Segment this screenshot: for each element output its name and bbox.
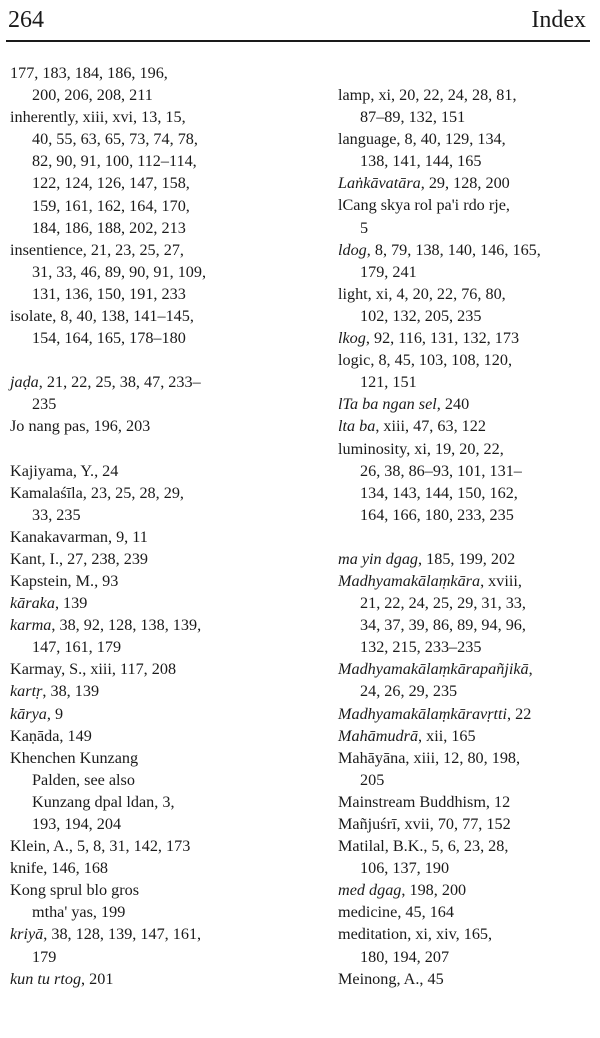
index-line: 26, 38, 86–93, 101, 131– xyxy=(360,461,522,480)
index-entry xyxy=(10,371,310,415)
index-term: lTa ba ngan sel xyxy=(338,395,437,414)
index-line: inherently, xiii, xvi, 13, 15, xyxy=(10,108,186,127)
index-line: 138, 141, 144, 165 xyxy=(360,152,482,171)
index-entry xyxy=(338,570,598,658)
index-entry xyxy=(338,172,598,194)
index-entry xyxy=(10,239,310,305)
index-entry xyxy=(338,835,598,879)
index-entry xyxy=(338,194,598,238)
index-line: insentience, 21, 23, 25, 27, xyxy=(10,240,184,259)
index-gap xyxy=(10,349,310,371)
index-term: Madhyamakālaṃkārapañjikā xyxy=(338,660,529,679)
index-line: isolate, 8, 40, 138, 141–145, xyxy=(10,307,194,326)
page-header xyxy=(0,0,600,46)
index-entry xyxy=(338,128,598,172)
index-line: Kajiyama, Y., 24 xyxy=(10,461,119,480)
index-line: logic, 8, 45, 103, 108, 120, xyxy=(338,351,513,370)
index-line: , 38, 92, 128, 138, 139, xyxy=(51,616,202,635)
index-line: , xii, 165 xyxy=(418,726,476,745)
index-column-right xyxy=(338,62,598,990)
index-entry xyxy=(338,968,598,990)
index-entry xyxy=(338,393,598,415)
index-line: Kapstein, M., 93 xyxy=(10,571,119,590)
index-line: 34, 37, 39, 86, 89, 94, 96, xyxy=(360,616,526,635)
index-line: , 139 xyxy=(54,594,88,613)
index-entry xyxy=(338,813,598,835)
index-line: 159, 161, 162, 164, 170, xyxy=(32,196,190,215)
index-term: kāraka xyxy=(10,594,55,613)
index-line: , 38, 128, 139, 147, 161, xyxy=(43,925,202,944)
index-line: language, 8, 40, 129, 134, xyxy=(338,130,506,149)
index-line: , 22 xyxy=(507,704,532,723)
index-term: ldog xyxy=(338,240,367,259)
index-line: medicine, 45, 164 xyxy=(338,903,454,922)
index-entry xyxy=(338,349,598,393)
index-entry xyxy=(10,968,310,990)
index-line: 164, 166, 180, 233, 235 xyxy=(360,505,514,524)
index-line: , 201 xyxy=(81,969,114,988)
index-line: Khenchen Kunzang xyxy=(10,748,139,767)
index-line: Jo nang pas, 196, 203 xyxy=(10,417,151,436)
index-entry xyxy=(10,415,310,437)
index-line: Kanakavarman, 9, 11 xyxy=(10,527,148,546)
index-entry xyxy=(10,923,310,967)
index-line: mtha' yas, 199 xyxy=(32,903,126,922)
index-entry xyxy=(338,747,598,791)
index-term: Madhyamakālaṃkāra xyxy=(338,571,481,590)
index-term: kun tu rtog xyxy=(10,969,82,988)
index-entry xyxy=(10,592,310,614)
index-line: 21, 22, 24, 25, 29, 31, 33, xyxy=(360,594,526,613)
index-entry xyxy=(338,548,598,570)
index-entry xyxy=(10,725,310,747)
index-line: , 21, 22, 25, 38, 47, 233– xyxy=(38,373,201,392)
index-entry xyxy=(338,415,598,437)
index-line: lamp, xi, 20, 22, 24, 28, 81, xyxy=(338,86,517,104)
index-line: Kaṇāda, 149 xyxy=(10,726,92,745)
index-line: 200, 206, 208, 211 xyxy=(32,86,153,105)
index-line: 24, 26, 29, 235 xyxy=(360,682,458,701)
index-line: 147, 161, 179 xyxy=(32,638,122,657)
index-line: 134, 143, 144, 150, 162, xyxy=(360,483,518,502)
index-line: , 9 xyxy=(46,704,64,723)
index-gap xyxy=(338,62,598,84)
index-line: , 8, 79, 138, 140, 146, 165, xyxy=(366,240,541,259)
index-line: 102, 132, 205, 235 xyxy=(360,306,482,325)
index-line: 87–89, 132, 151 xyxy=(360,108,466,127)
index-line: 180, 194, 207 xyxy=(360,947,450,966)
index-line: Mañjuśrī, xvii, 70, 77, 152 xyxy=(338,815,511,833)
index-entry xyxy=(10,879,310,923)
index-line: 131, 136, 150, 191, 233 xyxy=(32,284,186,303)
index-entry xyxy=(10,857,310,879)
page-title: Index xyxy=(531,7,586,33)
index-line: Kamalaśīla, 23, 25, 28, 29, xyxy=(10,483,184,502)
index-entry xyxy=(338,283,598,327)
index-line: , xviii, xyxy=(480,571,522,590)
index-term: jaḍa xyxy=(10,373,39,392)
index-entry xyxy=(10,658,310,680)
index-line: 179 xyxy=(32,947,57,966)
index-line: Matilal, B.K., 5, 6, 23, 28, xyxy=(338,837,509,856)
index-entry xyxy=(338,84,598,128)
index-line: 121, 151 xyxy=(360,373,417,392)
index-line: 5 xyxy=(360,218,369,237)
index-line: Klein, A., 5, 8, 31, 142, 173 xyxy=(10,837,191,856)
index-entry xyxy=(10,835,310,857)
index-line: , xiii, 47, 63, 122 xyxy=(375,417,486,436)
index-entry xyxy=(338,791,598,813)
index-line: 40, 55, 63, 65, 73, 74, 78, xyxy=(32,130,198,149)
index-line: Kant, I., 27, 238, 239 xyxy=(10,549,149,568)
index-entry xyxy=(10,460,310,482)
index-entry xyxy=(10,62,310,106)
index-line: meditation, xi, xiv, 165, xyxy=(338,925,493,944)
index-line: Meinong, A., 45 xyxy=(338,969,444,988)
index-term: kartṛ xyxy=(10,682,43,701)
index-entry xyxy=(338,725,598,747)
index-line: Karmay, S., xiii, 117, 208 xyxy=(10,660,177,679)
index-line: 235 xyxy=(32,395,57,414)
index-entry xyxy=(10,614,310,658)
index-entry xyxy=(10,548,310,570)
index-line: 106, 137, 190 xyxy=(360,859,450,878)
index-entry xyxy=(10,482,310,526)
index-entry xyxy=(338,658,598,702)
index-line: , 29, 128, 200 xyxy=(420,174,510,193)
index-line: 205 xyxy=(360,770,385,789)
index-line: Kunzang dpal ldan, 3, xyxy=(32,792,175,811)
index-line: luminosity, xi, 19, 20, 22, xyxy=(338,439,504,458)
index-line: lCang skya rol pa'i rdo rje, xyxy=(338,196,510,215)
index-line: , 38, 139 xyxy=(42,682,100,701)
index-line: 154, 164, 165, 178–180 xyxy=(32,329,186,348)
index-gap xyxy=(10,438,310,460)
index-entry xyxy=(10,703,310,725)
index-entry xyxy=(338,703,598,725)
index-line: 184, 186, 188, 202, 213 xyxy=(32,218,186,237)
index-line: 82, 90, 91, 100, 112–114, xyxy=(32,152,197,171)
index-entry xyxy=(10,106,310,239)
index-line: , 92, 116, 131, 132, 173 xyxy=(365,329,520,348)
index-line: knife, 146, 168 xyxy=(10,859,109,878)
header-rule xyxy=(6,40,590,42)
index-line: 33, 235 xyxy=(32,505,81,524)
index-column-left xyxy=(10,62,310,990)
index-line: Mahāyāna, xiii, 12, 80, 198, xyxy=(338,748,521,767)
index-gap xyxy=(338,526,598,548)
page-number: 264 xyxy=(8,7,44,33)
index-term: Laṅkāvatāra xyxy=(338,174,421,193)
index-entry xyxy=(10,570,310,592)
index-line: , 240 xyxy=(436,395,470,414)
index-entry xyxy=(10,747,310,835)
index-line: 31, 33, 46, 89, 90, 91, 109, xyxy=(32,262,207,281)
index-entry xyxy=(338,327,598,349)
index-line: 193, 194, 204 xyxy=(32,815,122,833)
index-entry xyxy=(10,680,310,702)
index-term: lkog xyxy=(338,329,366,348)
index-term: kārya xyxy=(10,704,47,723)
index-term: Madhyamakālaṃkāravṛtti xyxy=(338,704,508,723)
index-line: , 185, 199, 202 xyxy=(418,549,516,568)
index-term: ma yin dgag xyxy=(338,549,419,568)
index-term: lta ba xyxy=(338,417,376,436)
index-entry xyxy=(10,305,310,349)
index-term: med dgag xyxy=(338,881,402,900)
index-entry xyxy=(10,526,310,548)
index-line: , xyxy=(528,660,533,679)
index-line: , 198, 200 xyxy=(401,881,467,900)
index-line: Kong sprul blo gros xyxy=(10,881,140,900)
index-entry xyxy=(338,901,598,923)
index-entry xyxy=(338,923,598,967)
index-term: kriyā xyxy=(10,925,44,944)
index-entry xyxy=(338,438,598,526)
index-entry xyxy=(338,879,598,901)
index-entry xyxy=(338,239,598,283)
index-line: 177, 183, 184, 186, 196, xyxy=(10,64,168,82)
index-line: Mainstream Buddhism, 12 xyxy=(338,792,511,811)
index-term: Mahāmudrā xyxy=(338,726,419,745)
index-line: 132, 215, 233–235 xyxy=(360,638,482,657)
index-line: 122, 124, 126, 147, 158, xyxy=(32,174,190,193)
index-line: light, xi, 4, 20, 22, 76, 80, xyxy=(338,284,506,303)
index-line: 179, 241 xyxy=(360,262,417,281)
index-line: Palden, see also xyxy=(32,770,135,789)
index-term: karma xyxy=(10,616,52,635)
